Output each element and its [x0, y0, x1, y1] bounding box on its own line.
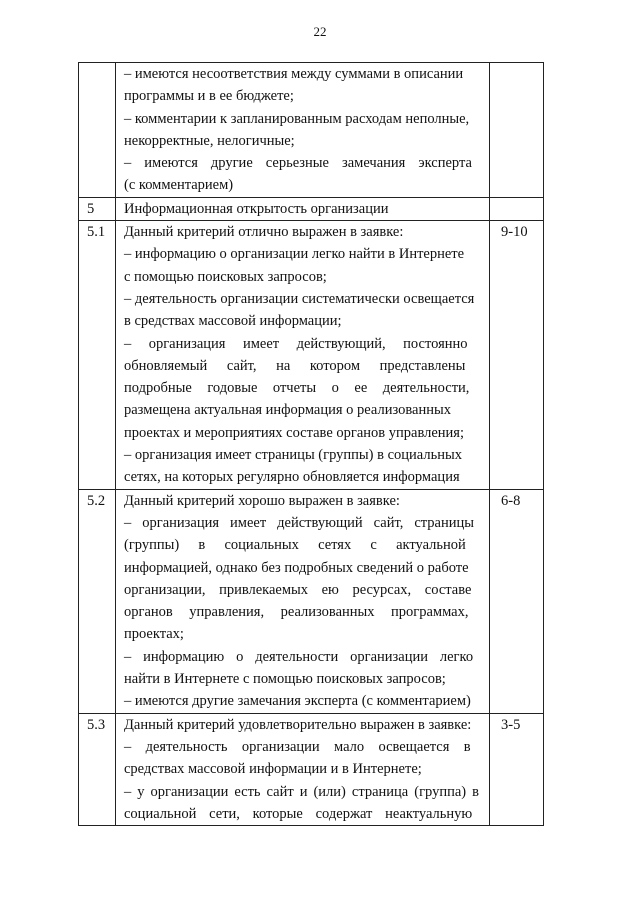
description-line: – имеются другие серьезные замечания эксперта [124, 155, 472, 172]
criterion-number: 5 [79, 197, 116, 220]
description-line: – имеются несоответствия между суммами в описании [124, 66, 464, 82]
score-range [490, 63, 544, 198]
description-line: обновляемый сайт, на котором представлены [124, 357, 466, 374]
description-line: проектах и мероприятиях составе органов управления; [124, 424, 464, 441]
description-line: – деятельность организации мало освещается в [124, 738, 471, 755]
description-line: некорректные, нелогичные; [124, 132, 295, 149]
table-row [79, 197, 544, 220]
description-line: найти в Интернете с помощью поисковых запросов; [124, 671, 446, 688]
description-line: организации, привлекаемых ею ресурсах, составе [124, 581, 472, 598]
description-line: – имеются другие замечания эксперта (с комментарием) [124, 693, 471, 710]
criteria-table-body [79, 63, 544, 826]
criterion-number: 5.3 [79, 713, 116, 825]
description-line: Данный критерий хорошо выражен в заявке: [124, 492, 400, 509]
description-line: Данный критерий отлично выражен в заявке: [124, 224, 404, 241]
description-line: – организация имеет действующий сайт, страницы [124, 514, 474, 531]
description-line: средствах массовой информации и в Интернете; [124, 761, 422, 778]
description-line: размещена актуальная информация о реализованных [124, 402, 451, 419]
description-line: – информацию о деятельности организации легко [124, 648, 474, 665]
description-line: информацией, однако без подробных сведений о работе [124, 559, 469, 576]
description-line: – информацию о организации легко найти в Интернете [124, 246, 465, 263]
description-line: сетях, на которых регулярно обновляется информация [124, 469, 460, 486]
description-line: социальной сети, которые содержат неактуальную [124, 805, 473, 822]
description-line: – у организации есть сайт и (или) страница (группа) в [124, 783, 479, 800]
description-line: – организация имеет действующий, постоянно [124, 335, 468, 352]
score-range: 6-8 [490, 489, 544, 713]
criterion-number: 5.2 [79, 489, 116, 713]
page-number: 22 [313, 24, 327, 39]
score-range: 3-5 [490, 713, 544, 825]
description-line: проектах; [124, 626, 184, 643]
description-line: – деятельность организации систематически освещается [124, 290, 475, 307]
table-row [79, 713, 544, 825]
table-row [79, 489, 544, 713]
description-line: (с комментарием) [124, 177, 234, 194]
table-row [79, 221, 544, 490]
criterion-description [116, 63, 490, 198]
description-line: в средствах массовой информации; [124, 313, 342, 330]
criterion-description [116, 197, 490, 220]
score-range [490, 197, 544, 220]
description-line: органов управления, реализованных программах, [124, 604, 469, 621]
description-line: Данный критерий удовлетворительно выражен в заявке: [124, 716, 472, 733]
criterion-description [116, 221, 490, 490]
table-row [79, 63, 544, 198]
description-line: программы и в ее бюджете; [124, 88, 294, 105]
criterion-number [79, 63, 116, 198]
description-line: с помощью поисковых запросов; [124, 268, 327, 285]
description-line: подробные годовые отчеты о ее деятельности, [124, 380, 470, 397]
description-line: (группы) в социальных сетях с актуальной [124, 537, 466, 554]
criterion-number: 5.1 [79, 221, 116, 490]
criteria-table [78, 62, 544, 826]
description-line: – комментарии к запланированным расходам неполные, [124, 110, 470, 127]
criterion-description [116, 489, 490, 713]
score-range: 9-10 [490, 221, 544, 490]
description-line: Информационная открытость организации [124, 200, 389, 217]
criterion-description [116, 713, 490, 825]
description-line: – организация имеет страницы (группы) в социальных [124, 447, 462, 464]
